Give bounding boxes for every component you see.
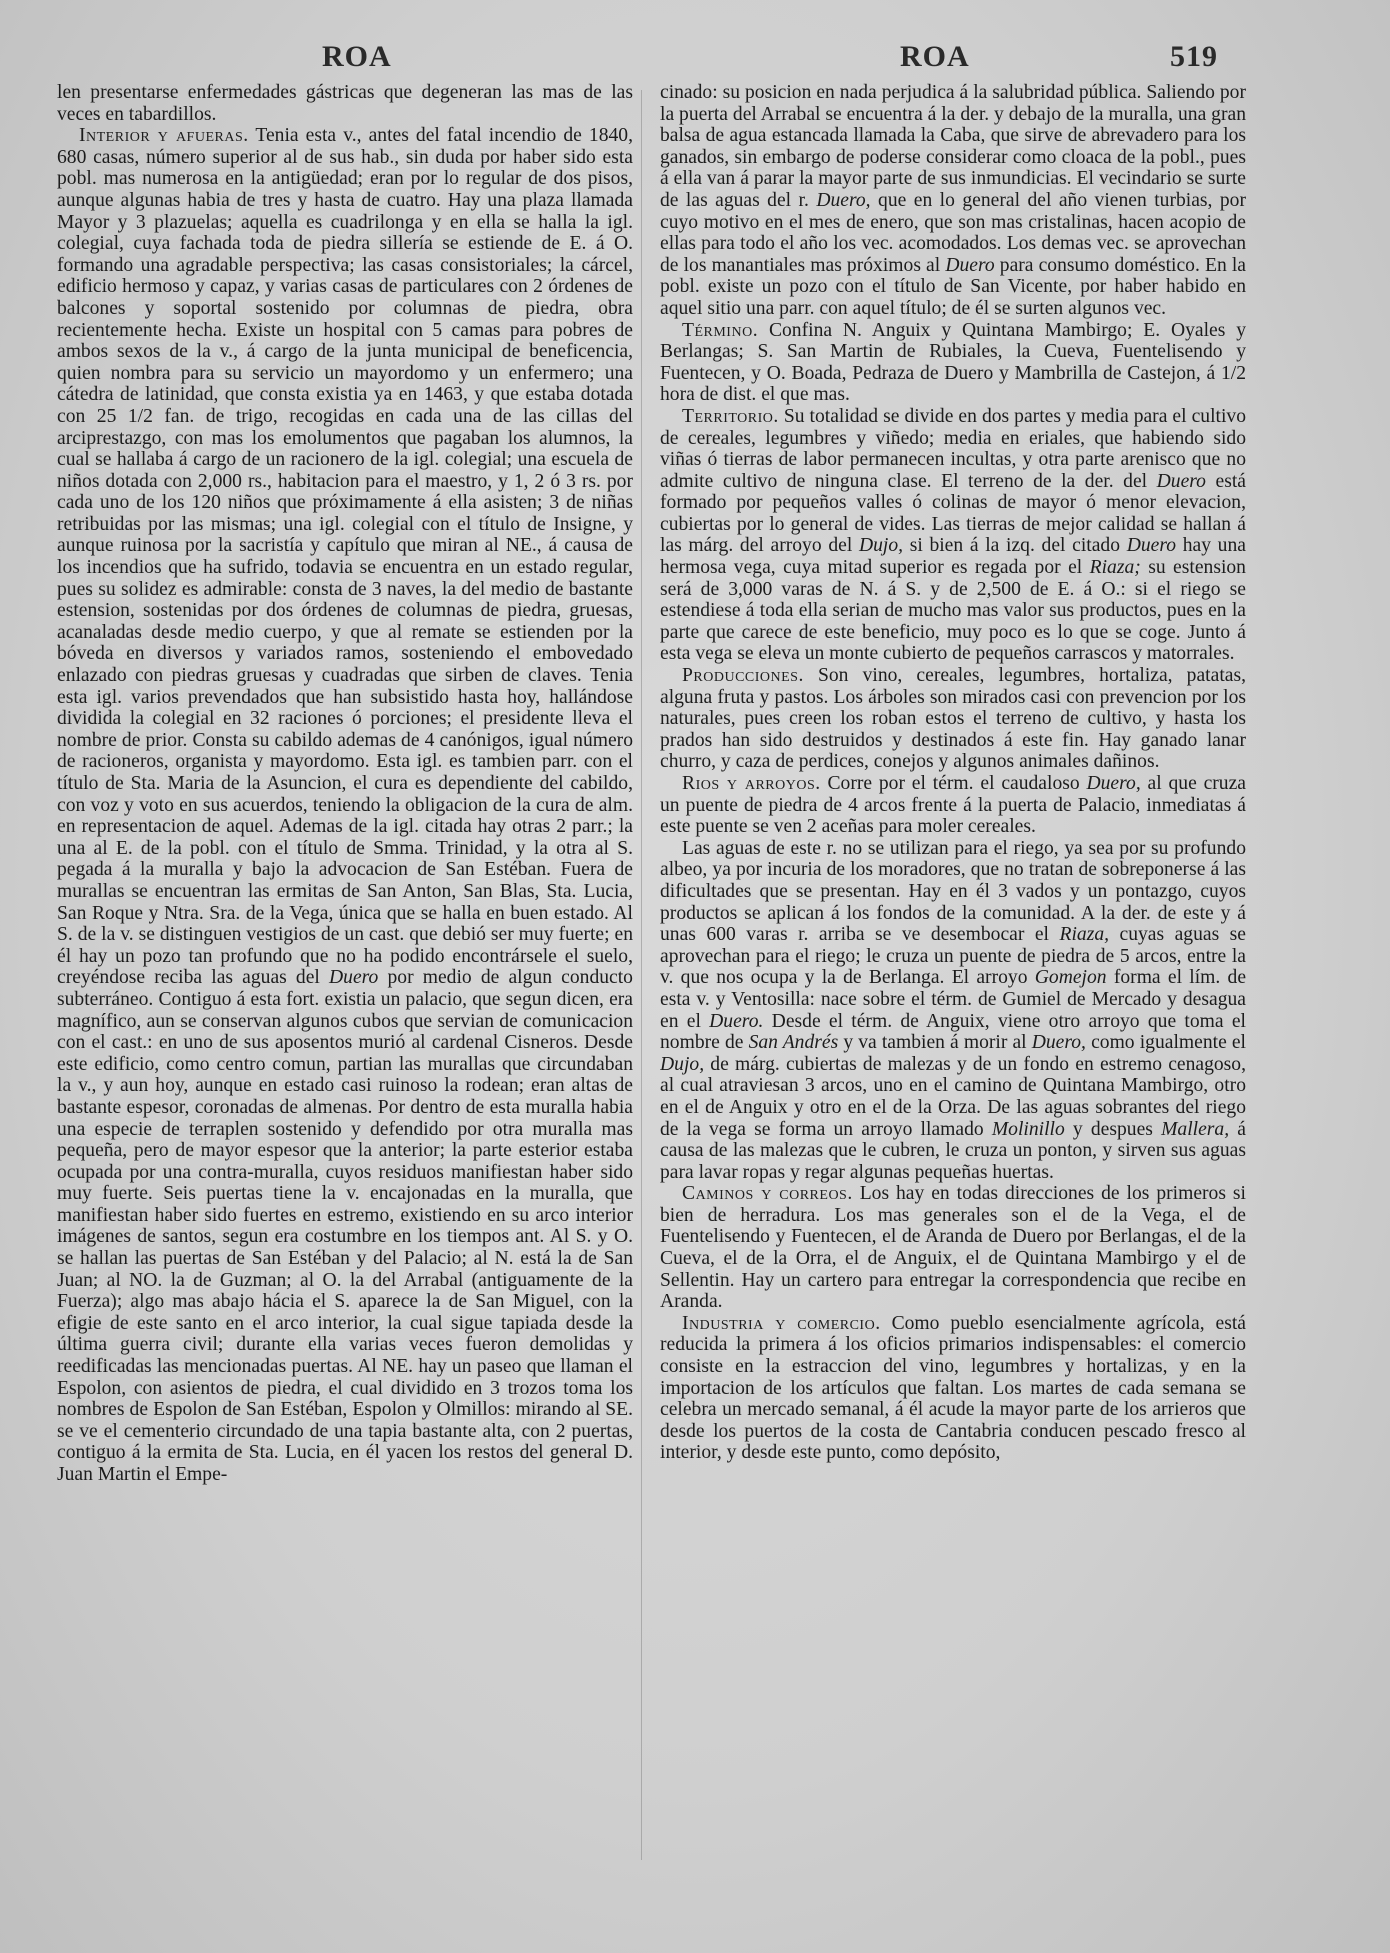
section-heading: Caminos y correos. bbox=[682, 1183, 853, 1205]
paragraph-continuation: len presentarse enfermedades gástricas que degeneran las mas de las veces en tabardillos. bbox=[57, 82, 633, 125]
paragraph-continuation: cinado: su posicion en nada perjudica á la salubridad pública. Saliendo por la puerta del Arrabal se encuentra á la der. y debajo de la muralla, una gran balsa de agua estancada llamada la Caba, que sirve de abrevadero para los ganados, sin embargo de poderse considerar como cloaca de la pobl., pues á ella van á parar la mayor parte de sus inmundicias. El vecindario se surte de las aguas del r. Duero, que en lo general del año vienen turbias, por cuyo motivo en el mes de enero, que son mas cristalinas, hacen acopio de ellas para todo el año los vec. acomodados. Los demas vec. se aprovechan de los manantiales mas próximos al Duero para consumo doméstico. En la pobl. existe un pozo con el título de San Vicente, por haber habido en aquel sitio una parr. con aquel título; de él se surten algunos vec. bbox=[660, 82, 1246, 319]
section-heading: Industria y comercio. bbox=[682, 1312, 881, 1334]
page-number: 519 bbox=[1170, 40, 1218, 73]
running-head-right: ROA bbox=[900, 40, 970, 73]
paragraph-industria-comercio: Industria y comercio. Como pueblo esencialmente agrícola, está reducida la primera á los oficios primarios indispensables: el comercio consiste en la estraccion del vino, legumbres y hortalizas, y en la importacion de los artículos que faltan. Los martes de cada semana se celebra un mercado semanal, á él acude la mayor parte de los arrieros que desde los puertos de la costa de Cantabria conducen pescado fresco al interior, y desde este punto, como depósito, bbox=[660, 1312, 1246, 1464]
section-heading: Rios y arroyos. bbox=[682, 773, 821, 794]
section-heading: Interior y afueras. bbox=[79, 125, 249, 147]
paragraph-territorio: Territorio. Su totalidad se divide en dos partes y media para el cultivo de cereales, legumbres y viñedo; media en eriales, que habiendo sido viñas ó tierras de labor permanecen incultas, y otra parte arenisco que no admite cultivo de ninguna clase. El terreno de la der. del Duero está formado por pequeños valles ó colinas de mayor ó menor elevacion, cubiertas por lo general de vides. Las tierras de mejor calidad se hallan á las márg. del arroyo del Dujo, si bien á la izq. del citado Duero hay una hermosa vega, cuya mitad superior es regada por el Riaza; su estension será de 3,000 varas de N. á S. y de 2,500 de E. á O.: si el riego se estendiese á toda ella serian de mucho mas valor sus productos, pues en la parte que carece de este beneficio, muy poco es lo que se coge. Junto á esta vega se eleva un monte cubierto de pequeños carrascos y matorrales. bbox=[660, 405, 1246, 665]
section-heading: Territorio. bbox=[682, 405, 779, 427]
running-head-left: ROA bbox=[322, 40, 392, 73]
paragraph-interior-afueras: Interior y afueras. Tenia esta v., antes del fatal incendio de 1840, 680 casas, número superior al de sus hab., sin duda por haber sido esta pobl. mas numerosa en la antigüedad; eran por lo regular de dos pisos, aunque algunas habia de tres y hasta de cuatro. Hay una plaza llamada Mayor y 3 plazuelas; aquella es cuadrilonga y en ella se halla la igl. colegial, cuya fachada toda de piedra sillería se estiende de E. á O. formando una agradable perspectiva; las casas consistoriales; la cárcel, edificio hermoso y capaz, y varias casas de particulares con 2 órdenes de balcones y soportal sostenido por columnas de piedra, obra recientemente hecha. Existe un hospital con 5 camas para pobres de ambos sexos de la v., á cargo de la junta municipal de beneficencia, quien nombra para su servicio un mayordomo y un enfermero; una cátedra de latinidad, que consta existia ya en 1463, y que estaba dotada con 25 1/2 fan. de trigo, recogidas en cada una de las cillas del arciprestazgo, con mas los emolumentos que pagaban los alumnos, la cual se hallaba á cargo de un racionero de la igl. colegial; una escuela de niños dotada con 2,000 rs., habitacion para el maestro, y 1, 2 ó 3 rs. por cada uno de los 120 niños que próximamente á ella asisten; 3 de niñas retribuidas por las mismas; una igl. colegial con el título de Insigne, y aunque ruinosa por la sacristía y capítulo que miran al NE., á causa de los incendios que ha sufrido, todavia se encuentra en un estado regular, pues su solidez es admirable: consta de 3 naves, la del medio de bastante estension, sostenidas por dos órdenes de columnas de piedra, gruesas, acanaladas desde medio cuerpo, y que al remate se estienden por la bóveda en diversos y variados ramos, sosteniendo el embovedado enlazado con piedras gruesas y cuadradas que sirben de claves. Tenia esta igl. varios prevendados que han subsistido hasta hoy, hallándose dividida la colegial en 32 raciones ó porciones; el presidente lleva el nombre de prior. Consta su cabildo ademas de 4 canónigos, igual número de racioneros, organista y mayordomo. Esta igl. es tambien parr. con el título de Sta. Maria de la Asuncion, el cura es dependiente del cabildo, con voz y voto en sus acuerdos, teniendo la obligacion de la cura de alm. en representacion de aquel. Ademas de la igl. citada hay otras 2 parr.; la una al E. de la pobl. con el título de Smma. Trinidad, y la otra al S. pegada á la muralla y bajo la advocacion de San Estéban. Fuera de murallas se encuentran las ermitas de San Anton, San Blas, Sta. Lucia, San Roque y Ntra. Sra. de la Vega, única que se halla en buen estado. Al S. de la v. se distinguen vestigios de un cast. que debió ser muy fuerte; en él hay un pozo tan profundo que no ha podido encontrársele el suelo, creyéndose reciba las aguas del Duero por medio de algun conducto subterráneo. Contiguo á esta fort. existia un palacio, que segun dicen, era magnífico, aun se conservan algunos cubos que servian de comunicacion con el cast.: en uno de sus aposentos murió al cardenal Cisneros. Desde este edificio, como centro comun, partian las murallas que circundaban la v., y aun hoy, aunque en estado casi ruinoso la rodean; eran altas de bastante espesor, coronadas de almenas. Por dentro de esta muralla habia una especie de terraplen sostenido y defendido por otra muralla mas pequeña, pero de mayor espesor que la anterior; la parte esterior estaba ocupada por una contra-muralla, cuyos residuos manifiestan haber sido muy fuerte. Seis puertas tiene la v. encajonadas en la muralla, que manifiestan haber sido fuertes en estremo, existiendo en su arco interior imágenes de santos, segun era costumbre en los tiempos ant. Al S. y O. se hallan las puertas de San Estéban y del Palacio; al N. está la de San Juan; al NO. la de Guzman; al O. la del Arrabal (antiguamente de la Fuerza); algo mas abajo hácia el S. aparece la de San Miguel, con la efigie de este santo en el arco interior, la cual sigue tapiada desde la última guerra civil; durante ella varias veces fueron demolidas y reedificadas las mencionadas puertas. Al NE. hay un paseo que llaman el Espolon, con asientos de piedra, el cual dividido en 3 trozos toma los nombres de Espolon de San Estéban, Espolon y Olmillos: mirando al SE. se ve el cementerio circundado de una tapia bastante alta, con 2 puertas, contiguo á la ermita de Sta. Lucia, en él yacen los restos del general D. Juan Martin el Empe- bbox=[57, 125, 633, 1485]
section-heading: Término. bbox=[682, 319, 759, 341]
page-header bbox=[0, 40, 1390, 80]
right-column bbox=[660, 82, 1246, 1932]
paragraph-termino: Término. Confina N. Anguix y Quintana Mambirgo; E. Oyales y Berlangas; S. San Martin de Rubiales, la Cueva, Fuentelisendo y Fuentecen, y O. Boada, Pedraza de Duero y Mambrilla de Castejon, á 1/2 hora de dist. el que mas. bbox=[660, 319, 1246, 406]
paragraph-rios-arroyos: Rios y arroyos. Corre por el térm. el caudaloso Duero, al que cruza un puente de piedra de 4 arcos frente á la puerta de Palacio, inmediatas á este puente se ven 2 aceñas para moler cereales. bbox=[660, 773, 1246, 838]
paragraph-aguas: Las aguas de este r. no se utilizan para el riego, ya sea por su profundo albeo, ya por incuria de los moradores, que no tratan de sobreponerse á las dificultades que se presentan. Hay en él 3 vados y un pontazgo, cuyos productos se aplican á los fondos de la comunidad. A la der. de este y á unas 600 varas r. arriba se ve desembocar el Riaza, cuyas aguas se aprovechan para el riego; le cruza un puente de piedra de 5 arcos, entre la v. que nos ocupa y la de Berlanga. El arroyo Gomejon forma el lím. de esta v. y Ventosilla: nace sobre el térm. de Gumiel de Mercado y desagua en el Duero. Desde el térm. de Anguix, viene otro arroyo que toma el nombre de San Andrés y va tambien á morir al Duero, como igualmente el Dujo, de márg. cubiertas de malezas y de un fondo en estremo cenagoso, al cual atraviesan 3 arcos, uno en el camino de Quintana Mambirgo, otro en el de Anguix y otro en el de la Orza. De las aguas sobrantes del riego de la vega se forma un arroyo llamado Molinillo y despues Mallera, á causa de las malezas que le cubren, le cruza un ponton, y sirven sus aguas para lavar ropas y regar algunas pequeñas huertas. bbox=[660, 837, 1246, 1183]
section-heading: Producciones. bbox=[682, 665, 804, 687]
column-divider bbox=[641, 90, 642, 1860]
paragraph-producciones: Producciones. Son vino, cereales, legumbres, hortaliza, patatas, alguna fruta y pastos. Los árboles son mirados casi con prevencion por los naturales, pues creen los roban estos el terreno de cultivo, y hasta los prados han sido destruidos y destinados á este fin. Hay ganado lanar churro, y caza de perdices, conejos y algunos animales dañinos. bbox=[660, 665, 1246, 773]
left-column bbox=[57, 82, 633, 1932]
paragraph-caminos-correos: Caminos y correos. Los hay en todas direcciones de los primeros si bien de herradura. Los mas generales son el de la Vega, el de Fuentelisendo y Fuentecen, el de Aranda de Duero por Berlangas, el de la Cueva, el de la Orra, el de Anguix, el de Quintana Mambirgo y el de Sellentin. Hay un cartero para entregar la correspondencia que recibe en Aranda. bbox=[660, 1183, 1246, 1313]
